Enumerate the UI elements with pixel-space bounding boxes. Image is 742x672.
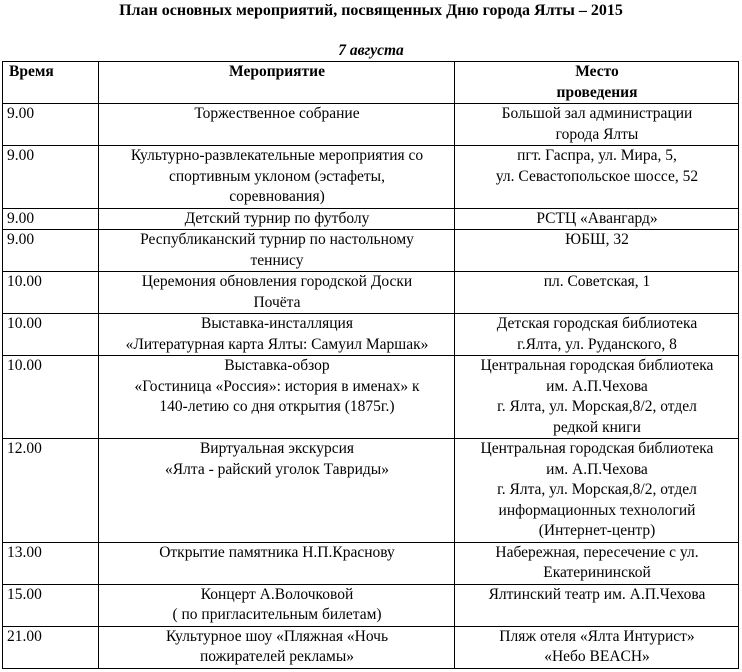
event-place-line: Центральная городская библиотека xyxy=(480,357,714,374)
event-place-line: пгт. Гаспра, ул. Мира, 5, xyxy=(517,147,677,164)
event-name-line: ( по пригласительным билетам) xyxy=(172,606,382,623)
table-body xyxy=(3,104,739,669)
event-place-line: г. Ялта, ул. Морская,8/2, отдел xyxy=(497,481,697,498)
event-name xyxy=(99,626,455,668)
event-place xyxy=(455,356,739,439)
event-time: 15.00 xyxy=(3,584,99,626)
table-row xyxy=(3,230,739,272)
table-row xyxy=(3,272,739,314)
event-place-line: г. Ялта, ул. Морская,8/2, отдел xyxy=(497,398,697,415)
table-row xyxy=(3,314,739,356)
event-name-line: Концерт А.Волочковой xyxy=(200,585,354,603)
event-place-line: «Небо BEACH» xyxy=(544,648,650,665)
table-row xyxy=(3,356,739,439)
event-time: 10.00 xyxy=(3,272,99,314)
event-place-line: пл. Советская, 1 xyxy=(543,273,651,290)
event-name-line: соревнования) xyxy=(229,188,325,205)
event-time: 12.00 xyxy=(3,439,99,543)
event-time: 10.00 xyxy=(3,356,99,439)
header-place xyxy=(455,62,739,104)
event-name xyxy=(99,542,455,584)
event-time: 9.00 xyxy=(3,230,99,272)
header-place-line: Место xyxy=(575,63,619,80)
table-row xyxy=(3,146,739,209)
event-place-line: Большой зал администрации xyxy=(501,105,693,122)
event-name-line: пожирателей рекламы» xyxy=(199,648,355,665)
header-place-line: проведения xyxy=(556,83,638,101)
event-place xyxy=(455,626,739,668)
event-name-line: Виртуальная экскурсия xyxy=(199,440,355,457)
table-header-row xyxy=(3,62,739,104)
event-place-line: Набережная, пересечение с ул. xyxy=(495,543,699,561)
event-name xyxy=(99,104,455,146)
event-name xyxy=(99,356,455,439)
event-place-line: информационных технологий xyxy=(498,501,696,519)
table-row xyxy=(3,208,739,230)
event-name xyxy=(99,272,455,314)
event-name xyxy=(99,584,455,626)
event-name-line: 140-летию со дня открытия (1875г.) xyxy=(159,398,395,415)
event-place-line: (Интернет-центр) xyxy=(538,522,656,539)
event-time: 13.00 xyxy=(3,542,99,584)
event-place xyxy=(455,314,739,356)
table-row xyxy=(3,626,739,668)
event-place xyxy=(455,584,739,626)
event-name-line: Детский турнир по футболу xyxy=(184,209,370,227)
table-row xyxy=(3,542,739,584)
event-place xyxy=(455,104,739,146)
event-place-line: Пляж отеля «Ялта Интурист» xyxy=(499,627,695,645)
event-name-line: спортивным уклоном (эстафеты, xyxy=(169,167,385,185)
document-title: План основных мероприятий, посвященных Дню города Ялты – 2015 xyxy=(119,2,623,19)
event-name-line: Культурное шоу «Пляжная «Ночь xyxy=(165,627,389,645)
event-time: 9.00 xyxy=(3,104,99,146)
event-place xyxy=(455,542,739,584)
header-time: Время xyxy=(3,62,99,104)
event-place-line: им. А.П.Чехова xyxy=(546,460,648,478)
event-place-line: Ялтинский театр им. А.П.Чехова xyxy=(488,585,706,603)
event-time: 9.00 xyxy=(3,146,99,209)
event-place-line: Детская городская библиотека xyxy=(496,315,698,332)
event-name-line: Культурно-развлекательные мероприятия со xyxy=(130,147,424,164)
event-name-line: Выставка-инсталляция xyxy=(201,315,353,332)
event-time: 9.00 xyxy=(3,208,99,230)
event-name-line: Республиканский турнир по настольному xyxy=(140,231,414,248)
event-place xyxy=(455,230,739,272)
event-place-line: РСТЦ «Авангард» xyxy=(536,209,658,227)
event-name xyxy=(99,208,455,230)
event-place-line: им. А.П.Чехова xyxy=(546,377,648,395)
event-name-line: Выставка-обзор xyxy=(224,357,330,374)
event-name-line: Церемония обновления городской Доски xyxy=(141,273,413,290)
event-name xyxy=(99,439,455,543)
event-name-line: Открытие памятника Н.П.Краснову xyxy=(159,543,395,561)
event-name-line: «Гостиница «Россия»: история в именах» к xyxy=(134,377,420,395)
event-name-line: «Литературная карта Ялты: Самуил Маршак» xyxy=(125,335,429,353)
table-row xyxy=(3,439,739,543)
table-row xyxy=(3,104,739,146)
events-table xyxy=(2,61,739,669)
event-place xyxy=(455,146,739,209)
event-time: 21.00 xyxy=(3,626,99,668)
header-event: Мероприятие xyxy=(99,62,455,104)
event-place xyxy=(455,272,739,314)
table-row xyxy=(3,584,739,626)
event-name xyxy=(99,146,455,209)
event-name-line: «Ялта - райский уголок Тавриды» xyxy=(165,460,389,478)
event-name xyxy=(99,314,455,356)
event-place xyxy=(455,439,739,543)
event-name-line: Почёта xyxy=(253,293,301,311)
event-time: 10.00 xyxy=(3,314,99,356)
event-place-line: ул. Севастопольское шоссе, 52 xyxy=(495,167,699,185)
event-place-line: города Ялты xyxy=(555,125,639,143)
event-name-line: Торжественное собрание xyxy=(194,105,360,122)
event-name xyxy=(99,230,455,272)
event-place xyxy=(455,208,739,230)
event-place-line: г.Ялта, ул. Руданского, 8 xyxy=(517,335,677,353)
event-place-line: Екатерининской xyxy=(543,564,651,581)
date-heading: 7 августа xyxy=(338,42,404,59)
event-place-line: редкой книги xyxy=(553,418,641,436)
event-place-line: Центральная городская библиотека xyxy=(480,440,714,457)
event-place-line: ЮБШ, 32 xyxy=(565,231,629,248)
event-name-line: теннису xyxy=(250,251,304,269)
